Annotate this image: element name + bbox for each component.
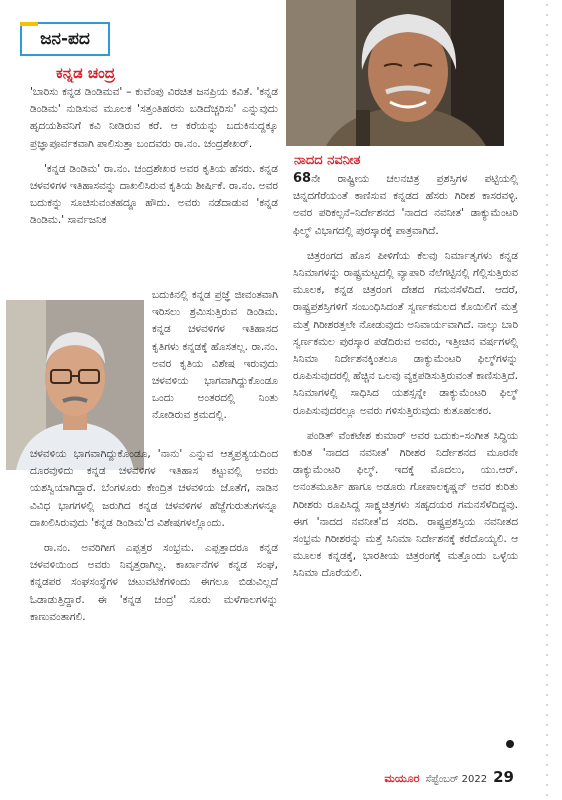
paragraph: ಚಿತ್ರರಂಗದ ಹೊಸ ಪೀಳಿಗೆಯ ಕೆಲವು ನಿರ್ಮಾತೃಗಳು ಕನ್ನಡ ಸಿನಿಮಾಗಳನ್ನು ರಾಷ್ಟ್ರಮಟ್ಟದಲ್ಲಿ ವ್ಯಾಪಾರಿ ನೆಲೆಗಟ್ಟಿನಲ್ಲಿ ಗೆಲ್ಲಿಸುತ್ತಿರುವ ಮೂಲಕ, ಕನ್ನಡ ಚಿತ್ರರಂಗ ದೇಶದ ಗಮನಸೆಳೆದಿದೆ. ಆದರೆ, ರಾಷ್ಟ್ರಪ್ರಶಸ್ತಿಗಳಿಗೆ ಸಂಬಂಧಿಸಿದಂತೆ ಸ್ವರ್ಣಕಮಲದ ಕೊಯಿಲಿಗೆ ಮತ್ತೆ ಮತ್ತೆ ಗಿರೀಶರತ್ತಲೇ ನೋಡುವುದು ಅನಿವಾರ್ಯವಾಗಿದೆ. ನಾಲ್ಕು ಬಾರಿ ಸ್ವರ್ಣಕಮಲ ಪುರಸ್ಕಾರ ಪಡೆದಿರುವ ಅವರು, ಇತ್ತೀಚಿನ ವರ್ಷಗಳಲ್ಲಿ ಸಿನಿಮಾ ನಿರ್ದೇಶನಕ್ಕಿಂತಲೂ ಡಾಕ್ಯುಮೆಂಟರಿ ಫಿಲ್ಮ್‌ಗಳನ್ನು ರೂಪಿಸುವುದರಲ್ಲಿ ಹೆಚ್ಚಿನ ಒಲವು ವ್ಯಕ್ತಪಡಿಸುತ್ತಿರುವಂತೆ ಕಾಣಿಸುತ್ತಿದೆ. ಸಿನಿಮಾಗಳಲ್ಲಿ ಸಾಧಿಸಿದ ಯಶಸ್ಸನ್ನೇ ಡಾಕ್ಯುಮೆಂಟರಿ ಫಿಲ್ಮ್ ರೂಪಿಸುವುದರಲ್ಲೂ ಅವರು ಗಳಿಸುತ್ತಿರುವುದು ಕುತೂಹಲಕರ.	[293, 249, 518, 417]
page-footer	[384, 768, 514, 786]
magazine-name: ಮಯೂರ	[384, 772, 420, 785]
paragraph: ಚಳವಳಿಯ ಭಾಗವಾಗಿದ್ದುಕೊಂಡೂ, 'ನಾನು' ಎನ್ನುವ ಆತ್ಮಪ್ರತ್ಯಯದಿಂದ ದೂರವುಳಿದು ಕನ್ನಡ ಚಳವಳಿಗಳ ಇತಿಹಾಸ ಕಟ್ಟುವಲ್ಲಿ ಅವರು ಯಶಸ್ವಿಯಾಗಿದ್ದಾರೆ. ಬೆಂಗಳೂರು ಕೇಂದ್ರಿತ ಚಳವಳಿಯ ಜೊತೆಗೆ, ನಾಡಿನ ವಿವಿಧ ಭಾಗಗಳಲ್ಲಿ ಜರುಗಿದ ಕನ್ನಡ ಚಳವಳಿಗಳ ಹೆಜ್ಜೆಗುರುತುಗಳನ್ನೂ ದಾಖಲಿಸಿರುವುದು 'ಕನ್ನಡ ಡಿಂಡಿಮ'ದ ವಿಶೇಷಗಳಲ್ಲೊಂದು.	[30, 448, 278, 529]
paragraph: ಬದುಕಿನಲ್ಲಿ ಕನ್ನಡ ಪ್ರಜ್ಞೆ ಜೀವಂತವಾಗಿ ಇರಿಸಲು ಶ್ರಮಿಸುತ್ತಿರುವ ಡಿಂಡಿಮ. ಕನ್ನಡ ಚಳವಳಿಗಳ ಇತಿಹಾಸದ ಕೃತಿಗಳು ಕನ್ನಡಕ್ಕೆ ಹೊಸತಲ್ಲ. ರಾ.ನಂ. ಅವರ ಕೃತಿಯ ವಿಶೇಷ ಇರುವುದು ಚಳವಳಿಯ ಭಾಗವಾಗಿದ್ದುಕೊಂಡೂ ಒಂದು ಅಂತರದಲ್ಲಿ ನಿಂತು ನೋಡಿರುವ ಕ್ರಮದಲ್ಲಿ.	[152, 289, 278, 422]
paragraph: ಪಂಡಿತ್ ವೆಂಕಟೇಶ ಕುಮಾರ್ ಅವರ ಬದುಕು–ಸಂಗೀತ ಸಿದ್ಧಿಯ ಕುರಿತ 'ನಾದದ ನವನೀತ' ಗಿರೀಶರ ನಿರ್ದೇಶನದ ಮೂರನೇ ಡಾಕ್ಯುಮೆಂಟರಿ ಫಿಲ್ಮ್. ಇದಕ್ಕೆ ಮೊದಲು, ಯು.ಆರ್. ಅನಂತಮೂರ್ತಿ ಹಾಗೂ ಅಡೂರು ಗೋಪಾಲಕೃಷ್ಣನ್ ಅವರ ಕುರಿತು ಗಿರೀಶರು ರೂಪಿಸಿದ್ದ ಸಾಕ್ಷ್ಯಚಿತ್ರಗಳು ಸಹೃದಯರ ಗಮನಸೆಳೆದಿದ್ದವು. ಈಗ 'ನಾದದ ನವನೀತ'ದ ಸರದಿ. ರಾಷ್ಟ್ರಪ್ರಶಸ್ತಿಯ ನವನೀತದ ಸಂಭ್ರಮ ಗಿರೀಶರನ್ನು ಮತ್ತೆ ಸಿನಿಮಾ ನಿರ್ದೇಶನಕ್ಕೆ ಕರೆದೊಯ್ಯಲಿ. ಆ ಮೂಲಕ ಕನ್ನಡಕ್ಕೆ, ಭಾರತೀಯ ಚಿತ್ರರಂಗಕ್ಕೆ ಮತ್ತೊಂದು ಒಳ್ಳೆಯ ಸಿನಿಮಾ ದೊರೆಯಲಿ.	[293, 429, 518, 580]
portrait-photo-left	[6, 300, 144, 470]
paragraph: ರಾ.ನಂ. ಅವರಿಗೀಗ ಎಪ್ಪತ್ತರ ಸಂಭ್ರಮ. ಎಪ್ಪತ್ತಾದರೂ ಕನ್ನಡ ಚಳವಳಿಯಿಂದ ಅವರು ನಿವೃತ್ತರಾಗಿಲ್ಲ. ಕಾರ್ಖಾನೆಗಳ ಕನ್ನಡ ಸಂಘ, ಕನ್ನಡಪರ ಸಂಘಸಂಸ್ಥೆಗಳ ಚಟುವಟಿಕೆಗಳಿಂದು ಈಗಲೂ ಬಿಡುವಿಲ್ಲದೆ ಓಡಾಡುತ್ತಿದ್ದಾರೆ. ಈ 'ಕನ್ನಡ ಚಂದ್ರ' ನೂರು ಮಳೆಗಾಲಗಳನ್ನು ಕಾಣುವಂತಾಗಲಿ.	[30, 542, 278, 623]
right-article	[293, 170, 518, 591]
lead-number: 68	[293, 171, 312, 186]
paragraph	[293, 170, 518, 240]
column-tag-label: ಜನ-ಪದ	[40, 29, 90, 49]
left-article-middle	[152, 287, 278, 433]
portrait-photo-right	[286, 0, 504, 146]
section-title: ಕನ್ನಡ ಚಂದ್ರ	[56, 64, 116, 82]
paragraph-text: ನೇ ರಾಷ್ಟ್ರೀಯ ಚಲನಚಿತ್ರ ಪ್ರಶಸ್ತಿಗಳ ಪಟ್ಟಿಯಲ್ಲಿ ಚಿನ್ನದಗೆರೆಯಂತೆ ಕಾಣಿಸುವ ಕನ್ನಡದ ಹೆಸರು ಗಿರೀಶ ಕಾಸರವಳ್ಳಿ. ಅವರ ಪರಿಕಲ್ಪನೆ–ನಿರ್ದೇಶನದ 'ನಾದದ ನವನೀತ' ಡಾಕ್ಯುಮೆಂಟರಿ ಫಿಲ್ಮ್ ವಿಭಾಗದಲ್ಲಿ ಪುರಸ್ಕಾರಕ್ಕೆ ಪಾತ್ರವಾಗಿದೆ.	[293, 173, 518, 237]
right-section-title: ನಾದದ ನವನೀತ	[294, 153, 361, 168]
page-number: 29	[493, 768, 514, 786]
issue-date: ಸೆಪ್ಟೆಂಬರ್ 2022	[425, 774, 488, 785]
left-article-top	[30, 84, 278, 238]
left-article-bottom	[30, 446, 278, 634]
paragraph: 'ಬಾರಿಸು ಕನ್ನಡ ಡಿಂಡಿಮವ' – ಕುವೆಂಪು ವಿರಚಿತ ಜನಪ್ರಿಯ ಕವಿತೆ. 'ಕನ್ನಡ ಡಿಂಡಿಮ' ನುಡಿಸುವ ಮೂಲಕ 'ಸತ್ತಂತಿಹರನು ಬಡಿದೆಚ್ಚರಿಸು' ಎನ್ನುವುದು ಹೃದಯಶಿವನಿಗೆ ಕವಿ ನೀಡಿರುವ ಕರೆ. ಆ ಕರೆಯನ್ನು ಬದುಕಿನುದ್ದಕ್ಕೂ ಪ್ರಜ್ಞಾಪೂರ್ವಕವಾಗಿ ಪಾಲಿಸುತ್ತಾ ಬಂದವರು ರಾ.ನಂ. ಚಂದ್ರಶೇಖರ್.	[30, 86, 278, 150]
column-tag	[20, 22, 110, 56]
paragraph: 'ಕನ್ನಡ ಡಿಂಡಿಮ' ರಾ.ನಂ. ಚಂದ್ರಶೇಖರ ಅವರ ಕೃತಿಯ ಹೆಸರು. ಕನ್ನಡ ಚಳವಳಿಗಳ ಇತಿಹಾಸವನ್ನು ದಾಖಲಿಸಿರುವ ಕೃತಿಯ ಶೀರ್ಷಿಕೆ. ರಾ.ನಂ. ಅವರ ಬದುಕನ್ನು ಸೂಚಿಸುವಂತಹದ್ದೂ ಹೌದು. ಅವರು ನಡೆದಾಡುವ 'ಕನ್ನಡ ಡಿಂಡಿಮ.' ಸಾರ್ವಜನಿಕ	[30, 162, 278, 227]
decorative-dot-border	[542, 0, 552, 800]
end-of-article-bullet-icon	[506, 740, 514, 748]
